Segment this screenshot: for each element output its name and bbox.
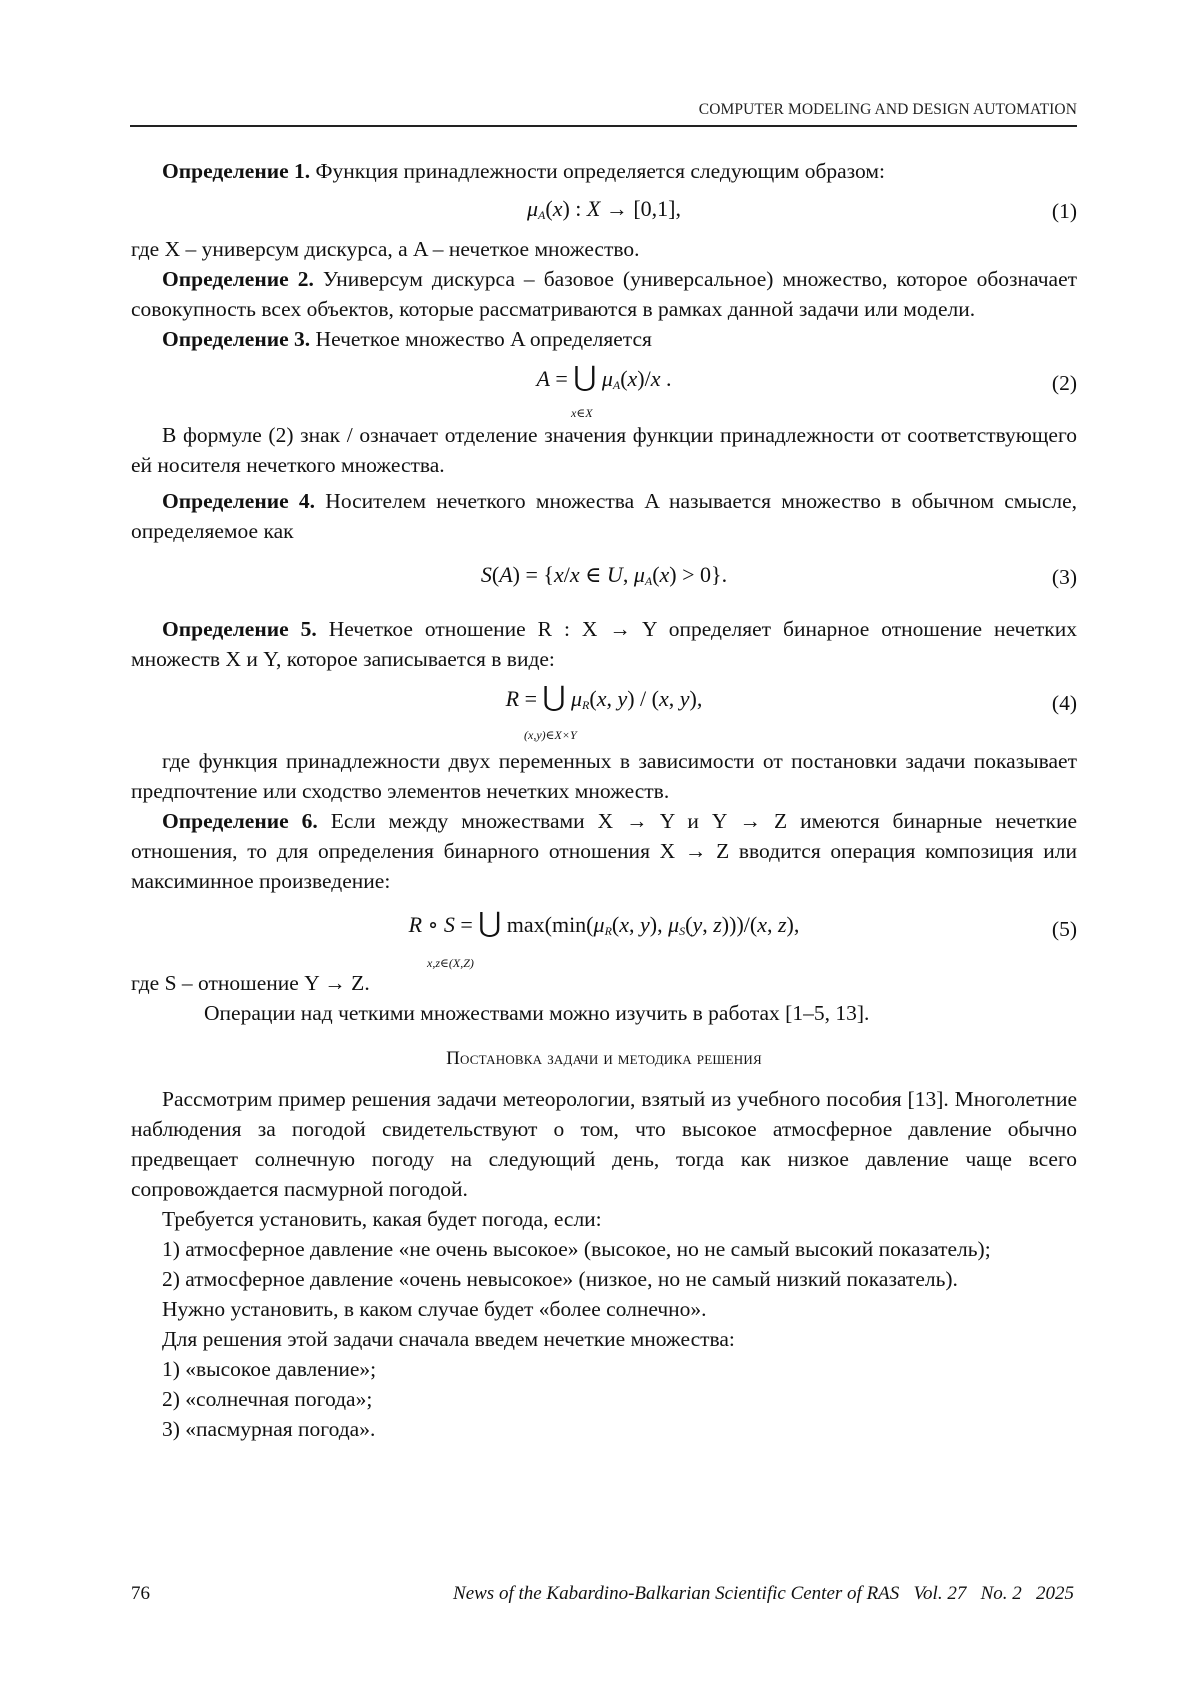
definition-4-title: Определение 4. — [162, 489, 315, 513]
equation-5 — [131, 896, 1077, 968]
equation-2-number: (2) — [1052, 368, 1077, 398]
definition-3-title: Определение 3. — [162, 327, 310, 351]
definition-5-title: Определение 5. — [162, 617, 317, 641]
section-title: Постановка задачи и методика решения — [131, 1044, 1077, 1074]
list-item-condition-1: 1) атмосферное давление «не очень высокое» (высокое, но не самый высокий показатель); — [131, 1234, 1077, 1264]
header-rule — [130, 125, 1077, 127]
list-item-set-1: 1) «высокое давление»; — [131, 1354, 1077, 1384]
list-item-set-3: 3) «пасмурная погода». — [131, 1414, 1077, 1444]
footer-journal: News of the Kabardino-Balkarian Scientific Center of RAS Vol. 27 No. 2 2025 — [453, 1583, 1074, 1605]
definition-6 — [131, 806, 1077, 896]
article-body — [131, 156, 1077, 1444]
list-item-condition-2: 2) атмосферное давление «очень невысокое» (низкое, но не самый низкий показатель). — [131, 1264, 1077, 1294]
equation-4-formula: R = ⋃ μR(x, y) / (x, y), — [131, 684, 1077, 720]
equation-3-formula: S(A) = {x/x ∈ U, μA(x) > 0}. — [131, 560, 1077, 596]
definition-5-text: Нечеткое отношение R : X → Y определяет бинарное отношение нечетких множеств X и Y, которое записывается в виде: — [131, 617, 1077, 671]
paragraph-after-eq1: где X – универсум дискурса, а A – нечеткое множество. — [131, 234, 1077, 264]
paragraph-problem: Рассмотрим пример решения задачи метеорологии, взятый из учебного пособия [13]. Многолетние наблюдения за погодой свидетельствуют о том, что высокое атмосферное давление обычно предвещает солнечную погоду на следующий день, тогда как низкое давление чаще всего сопровождается пасмурной погодой. — [131, 1084, 1077, 1204]
definition-2 — [131, 264, 1077, 324]
equation-1-number: (1) — [1052, 196, 1077, 226]
list-item-set-2: 2) «солнечная погода»; — [131, 1384, 1077, 1414]
paragraph-requirement: Требуется установить, какая будет погода, если: — [131, 1204, 1077, 1234]
definition-4-text: Носителем нечеткого множества A называется множество в обычном смысле, определяемое как — [131, 489, 1077, 543]
equation-3 — [131, 546, 1077, 608]
definition-3 — [131, 324, 1077, 354]
definition-4 — [131, 486, 1077, 546]
definition-2-text: Универсум дискурса – базовое (универсальное) множество, которое обозначает совокупность всех объектов, которые рассматриваются в рамках данной задачи или модели. — [131, 267, 1077, 321]
definition-6-title: Определение 6. — [162, 809, 318, 833]
definition-5 — [131, 614, 1077, 674]
definition-1-text: Функция принадлежности определяется следующим образом: — [310, 159, 885, 183]
paragraph-after-eq2: В формуле (2) знак / означает отделение значения функции принадлежности от соответствующего ей носителя нечеткого множества. — [131, 420, 1077, 480]
equation-5-number: (5) — [1052, 914, 1077, 944]
paragraph-after-eq4: где функция принадлежности двух переменных в зависимости от постановки задачи показывает предпочтение или сходство элементов нечетких множеств. — [131, 746, 1077, 806]
paragraph-after-eq5: где S – отношение Y → Z. — [131, 968, 1077, 998]
definition-3-text: Нечеткое множество A определяется — [310, 327, 652, 351]
paragraph-goal: Нужно установить, в каком случае будет «более солнечно». — [131, 1294, 1077, 1324]
page — [0, 0, 1200, 1697]
definition-1 — [131, 156, 1077, 186]
operations-reference: Операции над четкими множествами можно изучить в работах [1–5, 13]. — [131, 998, 1077, 1028]
equation-2-formula: A = ⋃ μA(x)/x . — [131, 364, 1077, 400]
page-number: 76 — [131, 1583, 150, 1605]
equation-2-subscript: x∈X — [571, 398, 593, 428]
equation-1-formula: μA(x) : X → [0,1], — [131, 194, 1077, 230]
definition-2-title: Определение 2. — [162, 267, 314, 291]
running-header: COMPUTER MODELING AND DESIGN AUTOMATION — [130, 101, 1077, 119]
definition-1-title: Определение 1. — [162, 159, 310, 183]
equation-3-number: (3) — [1052, 562, 1077, 592]
equation-2 — [131, 354, 1077, 414]
equation-5-formula: R ∘ S = ⋃ max(min(μR(x, y), μS(y, z)))/(x, z), — [131, 910, 1077, 946]
paragraph-fuzzy-sets-intro: Для решения этой задачи сначала введем нечеткие множества: — [131, 1324, 1077, 1354]
definition-6-text: Если между множествами X → Y и Y → Z имеются бинарные нечеткие отношения, то для определения бинарного отношения X → Z вводится операция композиция или максиминное произведение: — [131, 809, 1077, 893]
equation-4-subscript: (x,y)∈X×Y — [524, 720, 577, 750]
equation-5-subscript: x,z∈(X,Z) — [427, 948, 474, 978]
equation-4 — [131, 674, 1077, 738]
equation-1 — [131, 186, 1077, 234]
equation-4-number: (4) — [1052, 688, 1077, 718]
